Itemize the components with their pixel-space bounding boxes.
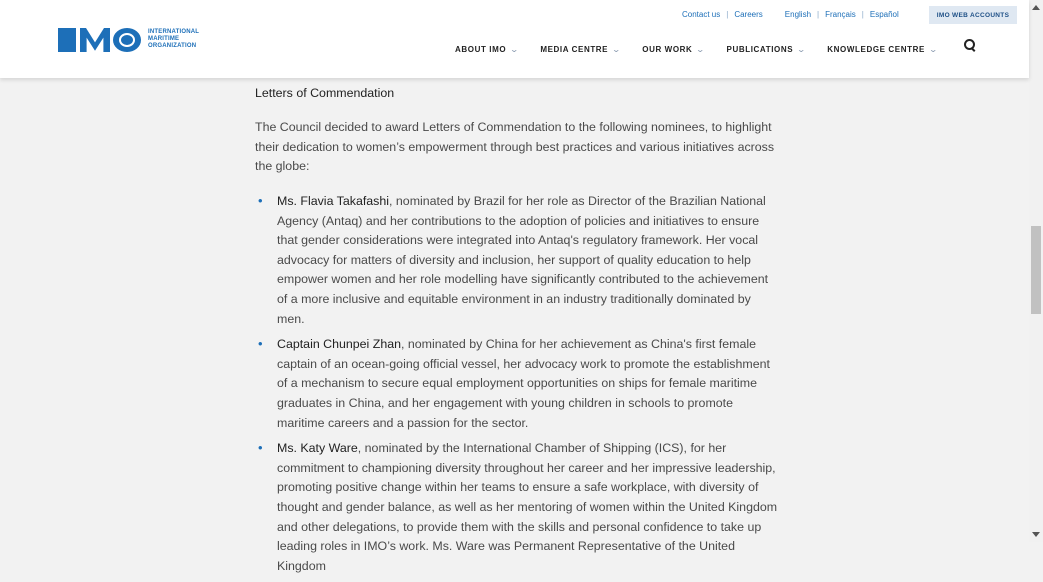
- nominee-list: [255, 192, 780, 582]
- nav-our-work[interactable]: [642, 45, 707, 54]
- nav-about-imo[interactable]: [455, 45, 519, 54]
- bullet-icon: •: [258, 336, 263, 352]
- scroll-thumb[interactable]: [1031, 226, 1041, 314]
- nav-knowledge-centre[interactable]: [827, 45, 937, 54]
- chevron-down-icon: ⌄: [928, 45, 939, 54]
- careers-link[interactable]: Careers: [734, 10, 763, 19]
- site-header: [0, 0, 1029, 78]
- nominee-name: Ms. Flavia Takafashi: [277, 194, 390, 208]
- nav-label: KNOWLEDGE CENTRE: [827, 45, 925, 54]
- scroll-up-arrow-icon[interactable]: [1032, 5, 1040, 10]
- logo-text: [148, 29, 199, 50]
- nav-label: ABOUT IMO: [455, 45, 507, 54]
- intro-paragraph: The Council decided to award Letters of Commendation to the following nominees, to highlight their dedication to women’s empowerment through best practices and various initiatives across the globe:: [255, 120, 775, 174]
- bullet-icon: •: [258, 440, 263, 456]
- list-item: [255, 335, 780, 433]
- nominee-name: Ms. Katy Ware: [277, 441, 358, 456]
- contact-us-link[interactable]: Contact us: [682, 10, 721, 19]
- separator: |: [817, 10, 820, 19]
- lang-english-link[interactable]: English: [784, 10, 812, 19]
- separator: |: [726, 10, 729, 19]
- search-icon[interactable]: [964, 39, 978, 53]
- chevron-down-icon: ⌄: [796, 45, 807, 54]
- scroll-down-arrow-icon[interactable]: [1032, 532, 1040, 537]
- logo-line-3: ORGANIZATION: [148, 43, 197, 49]
- list-item: [255, 192, 780, 329]
- separator: |: [861, 10, 864, 19]
- chevron-down-icon: ⌄: [611, 45, 622, 54]
- nav-label: PUBLICATIONS: [726, 45, 794, 54]
- search-handle: [971, 47, 976, 52]
- nav-label: MEDIA CENTRE: [540, 45, 609, 54]
- imo-web-accounts-button[interactable]: IMO WEB ACCOUNTS: [929, 6, 1017, 24]
- logo-mark: [58, 26, 141, 57]
- logo-line-2: MARITIME: [148, 36, 180, 42]
- lang-francais-link[interactable]: Français: [825, 10, 856, 19]
- nominee-text: , nominated by the International Chamber of Shipping (ICS), for her commitment to championing diversity throughout her career and her impressive leadership, promoting positive change within her teams to ensure a safe workplace, with diversity of thought and gender balance, as well as her mentoring of women within the United Kingdom and other delegations, to provide them with the skills and personal confidence to take up leading roles in IMO’s work. Ms. Ware was Permanent Representative of the United Kingdom: [277, 441, 778, 573]
- nominee-text: , nominated by China for her achievement as China's first female captain of an ocean-going official vessel, her advocacy work to promote the establishment of a mechanism to secure equal employment opportunities on ships for female maritime graduates in China, and her engagement with young children in schools to promote maritime careers and a passion for the sector.: [277, 337, 770, 430]
- chevron-down-icon: ⌄: [509, 45, 520, 54]
- logo-line-1: INTERNATIONAL: [148, 29, 200, 35]
- nominee-text: , nominated by Brazil for her role as Director of the Brazilian National Agency (Antaq) and her contributions to the adoption of policies and initiatives to ensure that gender considerations were integrated into Antaq's regulatory framework. Her vocal advocacy for matters of diversity and inclusion, her support of quality education to help empower women and her role modelling have significantly contributed to the achievement of a more inclusive and equitable environment in an industry traditionally dominated by men.: [277, 194, 769, 326]
- nav-label: OUR WORK: [642, 45, 693, 54]
- chevron-down-icon: ⌄: [695, 45, 707, 54]
- list-item: [255, 439, 780, 576]
- nav-publications[interactable]: [727, 45, 806, 54]
- nominee-name: Captain Chunpei Zhan: [277, 337, 401, 352]
- main-nav: [455, 45, 956, 54]
- globe-icon: [113, 28, 141, 52]
- section-heading: Letters of Commendation: [255, 86, 395, 100]
- bullet-icon: •: [258, 193, 263, 208]
- lang-espanol-link[interactable]: Español: [869, 10, 899, 19]
- page-scrollbar[interactable]: [1029, 0, 1043, 542]
- top-links: [682, 10, 899, 19]
- nav-media-centre[interactable]: [540, 45, 620, 54]
- imo-logo[interactable]: [58, 26, 208, 56]
